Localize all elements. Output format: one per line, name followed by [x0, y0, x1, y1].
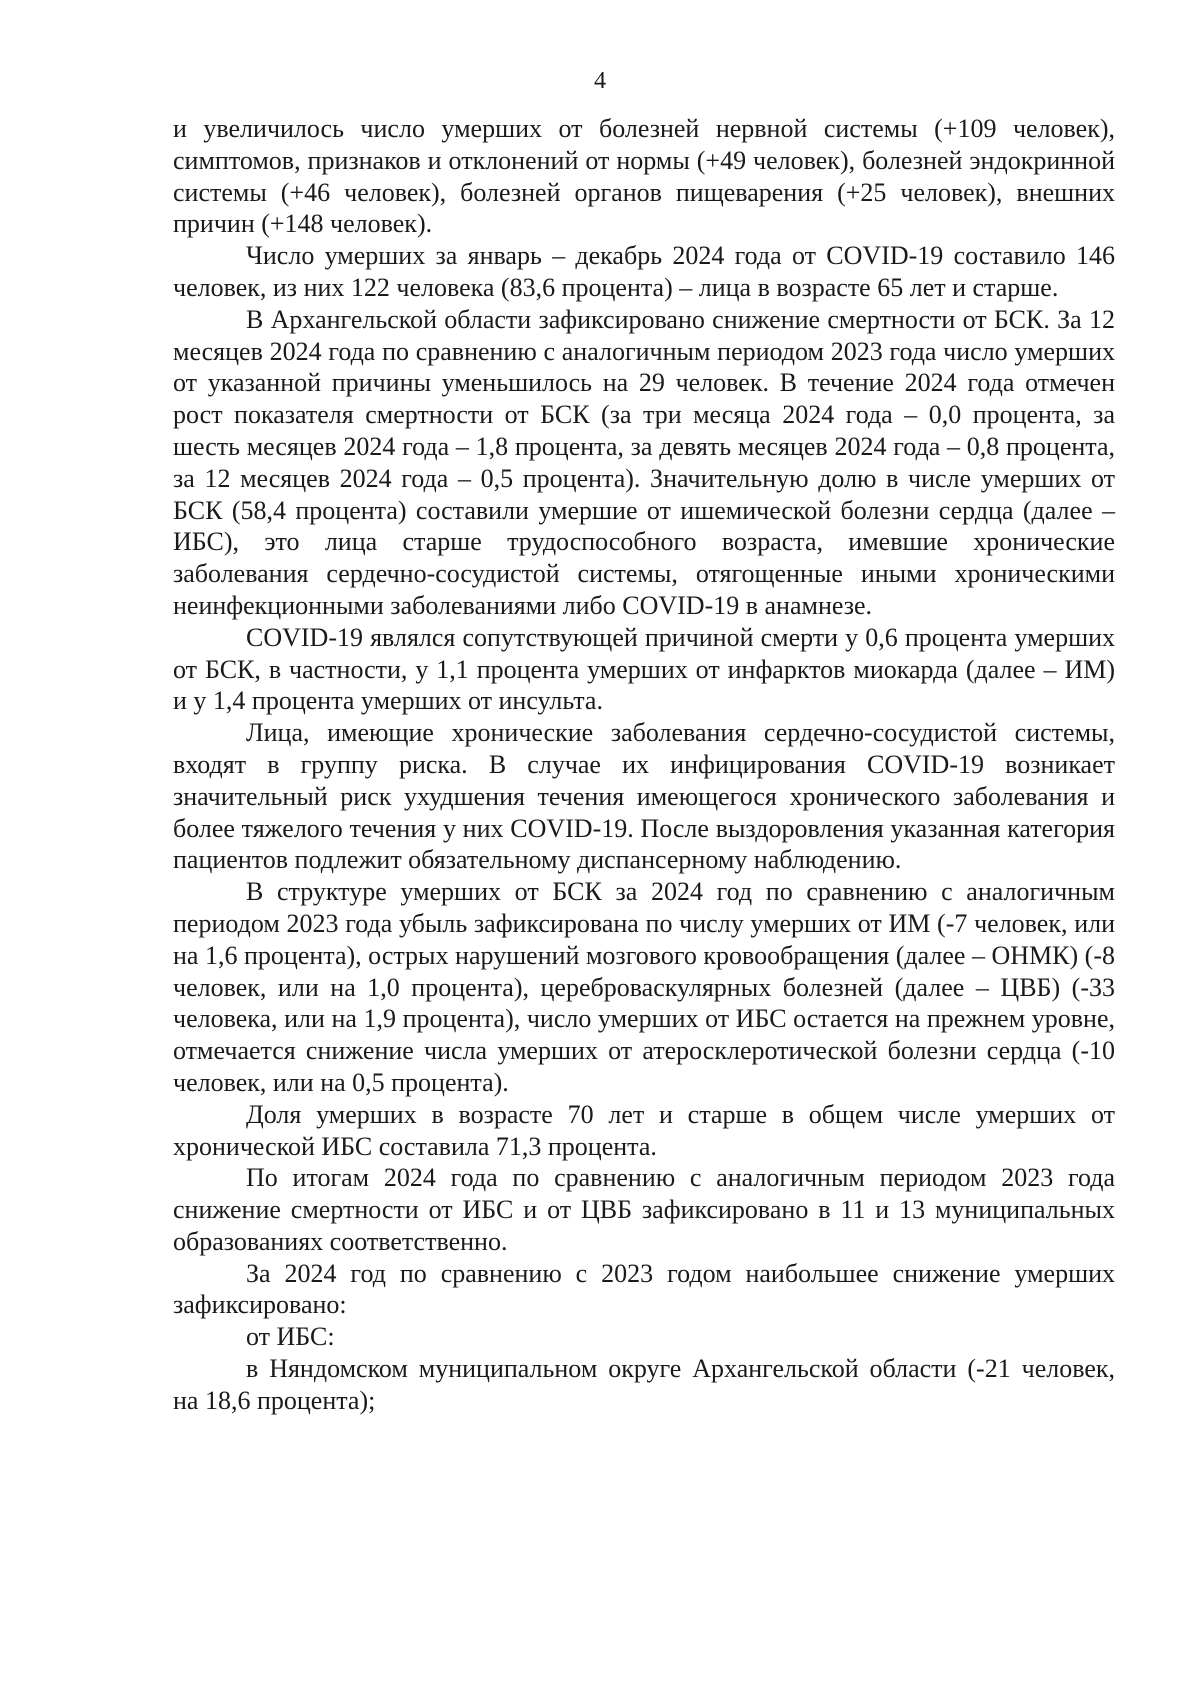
- paragraph-nyandoma: в Няндомском муниципальном округе Архангельской области (-21 человек, на 18,6 процента);: [173, 1354, 1115, 1415]
- document-body: [173, 113, 1115, 1417]
- page-number: 4: [594, 68, 606, 94]
- paragraph-covid-deaths: Число умерших за январь – декабрь 2024 года от COVID-19 составило 146 человек, из них 122 человека (83,6 процента) – лица в возрасте 65 лет и старше.: [173, 241, 1115, 302]
- paragraph-largest-decrease: За 2024 год по сравнению с 2023 годом наибольшее снижение умерших зафиксировано:: [173, 1258, 1115, 1320]
- paragraph-continuation: и увеличилось число умерших от болезней нервной системы (+109 человек), симптомов, признаков и отклонений от нормы (+49 человек), болезней эндокринной системы (+46 человек), болезней органов пищеварения (+25 человек), внешних причин (+148 человек).: [173, 114, 1115, 239]
- paragraph-age-share: Доля умерших в возрасте 70 лет и старше в общем числе умерших от хронической ИБС составила 71,3 процента.: [173, 1099, 1115, 1161]
- paragraph-bsk-mortality: В Архангельской области зафиксировано снижение смертности от БСК. За 12 месяцев 2024 года по сравнению с аналогичным периодом 2023 года число умерших от указанной причины уменьшилось на 29 человек. В течение 2024 года отмечен рост показателя смертности от БСК (за три месяца 2024 года – 0,0 процента, за шесть месяцев 2024 года – 1,8 процента, за девять месяцев 2024 года – 0,8 процента, за 12 месяцев 2024 года – 0,5 процента). Значительную долю в числе умерших от БСК (58,4 процента) составили умершие от ишемической болезни сердца (далее – ИБС), это лица старше трудоспособного возраста, имевшие хронические заболевания сердечно-сосудистой системы, отягощенные иными хроническими неинфекционными заболеваниями либо COVID-19 в анамнезе.: [173, 304, 1115, 620]
- paragraph-ibs-heading: от ИБС:: [246, 1322, 335, 1352]
- paragraph-bsk-structure: В структуре умерших от БСК за 2024 год по сравнению с аналогичным периодом 2023 года убыль зафиксирована по числу умерших от ИМ (-7 человек, или на 1,6 процента), острых нарушений мозгового кровообращения (далее – ОНМК) (-8 человек, или на 1,0 процента), цереброваскулярных болезней (далее – ЦВБ) (-33 человека, или на 1,9 процента), число умерших от ИБС остается на прежнем уровне, отмечается снижение числа умерших от атеросклеротической болезни сердца (-10 человек, или на 0,5 процента).: [173, 877, 1115, 1097]
- paragraph-municipal-results: По итогам 2024 года по сравнению с аналогичным периодом 2023 года снижение смертности от ИБС и от ЦВБ зафиксировано в 11 и 13 муниципальных образованиях соответственно.: [173, 1163, 1115, 1256]
- paragraph-covid-comorbidity: COVID-19 являлся сопутствующей причиной смерти у 0,6 процента умерших от БСК, в частности, у 1,1 процента умерших от инфарктов миокарда (далее – ИМ) и у 1,4 процента умерших от инсульта.: [173, 622, 1115, 716]
- paragraph-risk-group: Лица, имеющие хронические заболевания сердечно-сосудистой системы, входят в группу риска. В случае их инфицирования COVID-19 возникает значительный риск ухудшения течения имеющегося хронического заболевания и более тяжелого течения у них COVID-19. После выздоровления указанная категория пациентов подлежит обязательному диспансерному наблюдению.: [173, 718, 1115, 875]
